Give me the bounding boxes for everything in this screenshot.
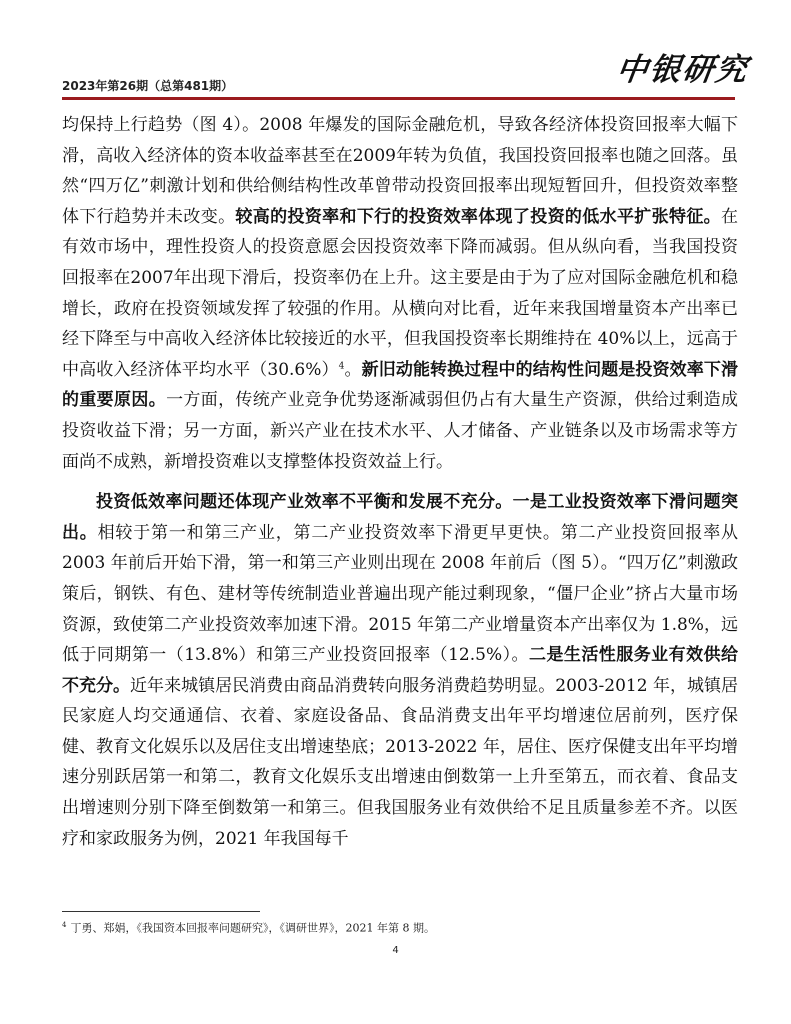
footnote-ref: 4 xyxy=(338,361,345,372)
footnote-text: 丁勇、郑娟，《我国资本回报率问题研究》，《调研世界》，2021 年第 8 期。 xyxy=(70,921,435,935)
logo: 中银研究 xyxy=(613,52,752,88)
p2-sentence: 近年来城镇居民消费由商品消费转向服务消费趋势明显。2003-2012 年，城镇居民家庭人均交通通信、衣着、家庭设备品、食品消费支出年平均增速位居前列，医疗保健、教育文化娱乐以及居住支出增速垫底；2013-2022 年，居住、医疗保健支出年平均增速分别跃居第一和第二，教育文化娱乐支出增速由倒数第一上升至第五，而衣着、食品支出增速则分别下降至倒数第一和第三。但我国服务业有效供给不足且质量参差不齐。以医疗和家政服务为例，2021 年我国每千 xyxy=(62,675,738,849)
p1-emphasis: 新旧动能转换过程中的结构性问题是投资效率下滑的重要原因。 xyxy=(62,359,739,411)
p1-sentence: 均保持上行趋势（图 4）。2008 年爆发的国际金融危机，导致各经济体投资回报率大幅下滑，高收入经济体的资本收益率甚至在2009年转为负值，我国投资回报率也随之回落。虽然“四万亿”刺激计划和供给侧结构性改革曾带动投资回报率出现短暂回升，但投资效率整体下行趋势并未改变。 xyxy=(62,115,738,227)
p1-sentence: 。 xyxy=(344,359,362,380)
p2-sentence: 相较于第一和第三产业，第二产业投资效率下滑更早更快。第二产业投资回报率从 2003 年前后开始下滑，第一和第三产业则出现在 2008 年前后（图 5）。“四万亿”刺激政策后，钢铁、有色、建材等传统制造业普遍出现产能过剩现象，“僵尸企业”挤占大量市场资源，致使第二产业投资效率加速下滑。2015 年第二产业增量资本产出率仅为 1.8%，远低于同期第一（13.8%）和第三产业投资回报率（12.5%）。 xyxy=(62,522,739,666)
body-text xyxy=(62,110,738,854)
p1-sentence: 在有效市场中，理性投资人的投资意愿会因投资效率下降而减弱。但从纵向看，当我国投资回报率在2007年出现下滑后，投资率仍在上升。这主要是由于为了应对国际金融危机和稳增长，政府在投资领域发挥了较强的作用。从横向对比看，近年来我国增量资本产出率已经下降至与中高收入经济体比较接近的水平，但我国投资率长期维持在 40%以上，远高于中高收入经济体平均水平（30.6%） xyxy=(62,206,738,380)
footnote-divider xyxy=(62,911,260,912)
issue-label: 2023年第26期（总第481期） xyxy=(62,79,234,93)
paragraph-1 xyxy=(62,110,738,477)
p2-emphasis: 二是生活性服务业有效供给不充分。 xyxy=(62,645,738,696)
page-number: 4 xyxy=(392,945,399,956)
p2-emphasis: 投资低效率问题还体现产业效率不平衡和发展不充分。一是工业投资效率下滑问题突出。 xyxy=(62,492,738,543)
footnote-mark: 4 xyxy=(62,921,67,929)
footnote xyxy=(62,917,738,937)
p1-sentence: 一方面，传统产业竞争优势逐渐减弱但仍占有大量生产资源，供给过剩造成投资收益下滑；另一方面，新兴产业在技术水平、人才储备、产业链条以及市场需求等方面尚不成熟，新增投资难以支撑整体投资效益上行。 xyxy=(62,390,739,472)
paragraph-2 xyxy=(62,487,738,854)
header-divider xyxy=(62,97,735,100)
p1-emphasis: 较高的投资率和下行的投资效率体现了投资的低水平扩张特征。 xyxy=(235,206,721,227)
